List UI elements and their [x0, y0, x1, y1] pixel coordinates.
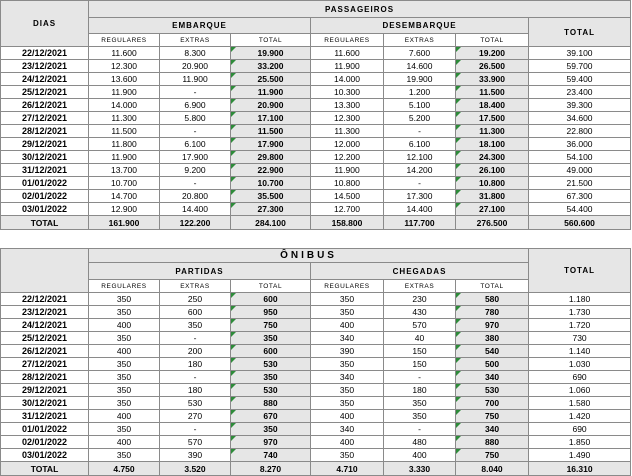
- col-header: EXTRAS: [384, 280, 456, 293]
- value-cell: 1.580: [529, 397, 631, 410]
- table-row: [1, 73, 631, 86]
- value-cell: 400: [89, 345, 160, 358]
- date-cell: 23/12/2021: [1, 60, 89, 73]
- value-cell: 1.180: [529, 293, 631, 306]
- value-cell: 350: [384, 410, 456, 423]
- value-cell: 18.100: [456, 138, 529, 151]
- passageiros-title: PASSAGEIROS: [89, 1, 631, 18]
- value-cell: 780: [456, 306, 529, 319]
- col-header: EXTRAS: [160, 280, 231, 293]
- date-cell: 28/12/2021: [1, 125, 89, 138]
- total-cell: 4.750: [89, 462, 160, 476]
- value-cell: 6.100: [384, 138, 456, 151]
- value-cell: 380: [456, 332, 529, 345]
- value-cell: -: [160, 125, 231, 138]
- value-cell: 13.700: [89, 164, 160, 177]
- date-cell: 26/12/2021: [1, 345, 89, 358]
- value-cell: 230: [384, 293, 456, 306]
- value-cell: 36.000: [529, 138, 631, 151]
- value-cell: 23.400: [529, 86, 631, 99]
- value-cell: 6.900: [160, 99, 231, 112]
- value-cell: 11.900: [160, 73, 231, 86]
- value-cell: -: [160, 177, 231, 190]
- desembarque-header: DESEMBARQUE: [311, 18, 529, 34]
- value-cell: 1.030: [529, 358, 631, 371]
- passageiros-total-header: TOTAL: [529, 18, 631, 47]
- value-cell: 400: [311, 436, 384, 449]
- value-cell: 12.200: [311, 151, 384, 164]
- total-cell: 3.330: [384, 462, 456, 476]
- value-cell: 26.100: [456, 164, 529, 177]
- value-cell: 14.500: [311, 190, 384, 203]
- table-row: [1, 203, 631, 216]
- value-cell: 390: [311, 345, 384, 358]
- value-cell: 11.300: [89, 112, 160, 125]
- col-header: EXTRAS: [160, 34, 231, 47]
- table-row: [1, 423, 631, 436]
- value-cell: 350: [384, 397, 456, 410]
- table-row: [1, 47, 631, 60]
- total-cell: 3.520: [160, 462, 231, 476]
- value-cell: 530: [456, 384, 529, 397]
- total-cell: 284.100: [231, 216, 311, 230]
- value-cell: 9.200: [160, 164, 231, 177]
- table-row: [1, 449, 631, 462]
- onibus-table: [0, 248, 631, 476]
- value-cell: -: [160, 423, 231, 436]
- passageiros-table: [0, 0, 631, 230]
- value-cell: 530: [231, 384, 311, 397]
- value-cell: 730: [529, 332, 631, 345]
- date-cell: 23/12/2021: [1, 306, 89, 319]
- value-cell: 54.400: [529, 203, 631, 216]
- total-cell: 276.500: [456, 216, 529, 230]
- value-cell: 11.600: [311, 47, 384, 60]
- value-cell: 400: [384, 449, 456, 462]
- value-cell: 150: [384, 358, 456, 371]
- value-cell: 34.600: [529, 112, 631, 125]
- value-cell: 690: [529, 371, 631, 384]
- date-cell: 27/12/2021: [1, 112, 89, 125]
- value-cell: 17.900: [160, 151, 231, 164]
- value-cell: 49.000: [529, 164, 631, 177]
- value-cell: 340: [311, 371, 384, 384]
- total-cell: 560.600: [529, 216, 631, 230]
- total-label: TOTAL: [1, 462, 89, 476]
- total-cell: 117.700: [384, 216, 456, 230]
- value-cell: 11.500: [456, 86, 529, 99]
- value-cell: 570: [384, 319, 456, 332]
- value-cell: 500: [456, 358, 529, 371]
- table-row: [1, 164, 631, 177]
- value-cell: 12.700: [311, 203, 384, 216]
- value-cell: 250: [160, 293, 231, 306]
- value-cell: 11.900: [89, 86, 160, 99]
- value-cell: 11.900: [89, 151, 160, 164]
- table-row: [1, 293, 631, 306]
- table-row: [1, 332, 631, 345]
- value-cell: 14.000: [89, 99, 160, 112]
- value-cell: 580: [456, 293, 529, 306]
- total-cell: 161.900: [89, 216, 160, 230]
- value-cell: 11.500: [231, 125, 311, 138]
- col-header: EXTRAS: [384, 34, 456, 47]
- value-cell: 19.900: [384, 73, 456, 86]
- col-header: REGULARES: [89, 280, 160, 293]
- value-cell: 350: [311, 306, 384, 319]
- value-cell: 24.300: [456, 151, 529, 164]
- date-cell: 01/01/2022: [1, 177, 89, 190]
- value-cell: 10.800: [456, 177, 529, 190]
- value-cell: 5.200: [384, 112, 456, 125]
- value-cell: 350: [89, 371, 160, 384]
- table-row: [1, 345, 631, 358]
- value-cell: 1.200: [384, 86, 456, 99]
- value-cell: 18.400: [456, 99, 529, 112]
- value-cell: 12.300: [311, 112, 384, 125]
- col-header: TOTAL: [231, 34, 311, 47]
- value-cell: 400: [311, 410, 384, 423]
- date-cell: 01/01/2022: [1, 423, 89, 436]
- value-cell: 350: [89, 423, 160, 436]
- value-cell: 29.800: [231, 151, 311, 164]
- value-cell: 350: [89, 293, 160, 306]
- value-cell: -: [384, 371, 456, 384]
- date-cell: 03/01/2022: [1, 449, 89, 462]
- value-cell: 350: [231, 371, 311, 384]
- value-cell: 480: [384, 436, 456, 449]
- date-cell: 25/12/2021: [1, 86, 89, 99]
- value-cell: 350: [160, 319, 231, 332]
- value-cell: 11.900: [311, 164, 384, 177]
- value-cell: 350: [89, 358, 160, 371]
- value-cell: 880: [456, 436, 529, 449]
- value-cell: 180: [160, 384, 231, 397]
- value-cell: 26.500: [456, 60, 529, 73]
- value-cell: 11.300: [311, 125, 384, 138]
- value-cell: 690: [529, 423, 631, 436]
- table-row: [1, 86, 631, 99]
- value-cell: 10.700: [231, 177, 311, 190]
- value-cell: 14.700: [89, 190, 160, 203]
- value-cell: 12.100: [384, 151, 456, 164]
- value-cell: 390: [160, 449, 231, 462]
- value-cell: -: [384, 125, 456, 138]
- value-cell: 350: [311, 384, 384, 397]
- value-cell: 11.900: [231, 86, 311, 99]
- value-cell: 750: [231, 319, 311, 332]
- value-cell: 350: [311, 397, 384, 410]
- value-cell: 350: [89, 306, 160, 319]
- partidas-header: PARTIDAS: [89, 263, 311, 280]
- value-cell: 40: [384, 332, 456, 345]
- value-cell: -: [384, 423, 456, 436]
- table-row: [1, 397, 631, 410]
- value-cell: 17.900: [231, 138, 311, 151]
- value-cell: 400: [89, 410, 160, 423]
- value-cell: 600: [160, 306, 231, 319]
- value-cell: -: [160, 86, 231, 99]
- value-cell: 750: [456, 410, 529, 423]
- date-cell: 31/12/2021: [1, 164, 89, 177]
- value-cell: 340: [456, 371, 529, 384]
- date-cell: 24/12/2021: [1, 319, 89, 332]
- value-cell: 10.300: [311, 86, 384, 99]
- table-row: [1, 306, 631, 319]
- value-cell: 350: [311, 449, 384, 462]
- total-cell: 16.310: [529, 462, 631, 476]
- date-cell: 25/12/2021: [1, 332, 89, 345]
- value-cell: 340: [311, 423, 384, 436]
- totals-row: [1, 216, 631, 230]
- date-cell: 31/12/2021: [1, 410, 89, 423]
- value-cell: 19.200: [456, 47, 529, 60]
- value-cell: 25.500: [231, 73, 311, 86]
- value-cell: 350: [231, 332, 311, 345]
- value-cell: 7.600: [384, 47, 456, 60]
- value-cell: 8.300: [160, 47, 231, 60]
- value-cell: 350: [231, 423, 311, 436]
- value-cell: 530: [160, 397, 231, 410]
- value-cell: 350: [89, 384, 160, 397]
- onibus-total-header: TOTAL: [529, 249, 631, 293]
- value-cell: 11.500: [89, 125, 160, 138]
- table-row: [1, 138, 631, 151]
- value-cell: 970: [456, 319, 529, 332]
- date-cell: 28/12/2021: [1, 371, 89, 384]
- value-cell: 340: [456, 423, 529, 436]
- value-cell: 350: [311, 293, 384, 306]
- value-cell: 350: [89, 397, 160, 410]
- date-cell: 26/12/2021: [1, 99, 89, 112]
- date-cell: 22/12/2021: [1, 293, 89, 306]
- chegadas-header: CHEGADAS: [311, 263, 529, 280]
- value-cell: 20.900: [231, 99, 311, 112]
- value-cell: 1.060: [529, 384, 631, 397]
- col-header: TOTAL: [456, 34, 529, 47]
- total-label: TOTAL: [1, 216, 89, 230]
- value-cell: 11.800: [89, 138, 160, 151]
- value-cell: 17.300: [384, 190, 456, 203]
- dias-header: DIAS: [1, 1, 89, 47]
- table-row: [1, 60, 631, 73]
- total-cell: 122.200: [160, 216, 231, 230]
- value-cell: 670: [231, 410, 311, 423]
- col-header: REGULARES: [311, 34, 384, 47]
- value-cell: 31.800: [456, 190, 529, 203]
- value-cell: 20.800: [160, 190, 231, 203]
- value-cell: -: [384, 177, 456, 190]
- value-cell: 600: [231, 345, 311, 358]
- value-cell: 1.730: [529, 306, 631, 319]
- value-cell: 13.600: [89, 73, 160, 86]
- value-cell: 11.600: [89, 47, 160, 60]
- value-cell: 14.200: [384, 164, 456, 177]
- onibus-title: ÔNIBUS: [89, 249, 529, 263]
- date-cell: 22/12/2021: [1, 47, 89, 60]
- value-cell: 19.900: [231, 47, 311, 60]
- table-row: [1, 99, 631, 112]
- table-row: [1, 371, 631, 384]
- value-cell: 570: [160, 436, 231, 449]
- table-row: [1, 436, 631, 449]
- value-cell: 270: [160, 410, 231, 423]
- date-cell: 30/12/2021: [1, 151, 89, 164]
- date-cell: 03/01/2022: [1, 203, 89, 216]
- value-cell: 740: [231, 449, 311, 462]
- value-cell: 54.100: [529, 151, 631, 164]
- col-header: REGULARES: [311, 280, 384, 293]
- total-cell: 158.800: [311, 216, 384, 230]
- date-cell: 02/01/2022: [1, 190, 89, 203]
- value-cell: 180: [384, 384, 456, 397]
- value-cell: 1.850: [529, 436, 631, 449]
- table-row: [1, 177, 631, 190]
- value-cell: 6.100: [160, 138, 231, 151]
- value-cell: 17.100: [231, 112, 311, 125]
- value-cell: -: [160, 332, 231, 345]
- value-cell: 14.400: [384, 203, 456, 216]
- value-cell: 59.700: [529, 60, 631, 73]
- value-cell: 970: [231, 436, 311, 449]
- table-row: [1, 125, 631, 138]
- value-cell: 400: [89, 436, 160, 449]
- value-cell: 14.400: [160, 203, 231, 216]
- value-cell: 33.200: [231, 60, 311, 73]
- value-cell: 350: [89, 449, 160, 462]
- total-cell: 8.040: [456, 462, 529, 476]
- value-cell: 35.500: [231, 190, 311, 203]
- value-cell: 1.720: [529, 319, 631, 332]
- value-cell: 180: [160, 358, 231, 371]
- value-cell: 12.300: [89, 60, 160, 73]
- value-cell: 59.400: [529, 73, 631, 86]
- value-cell: 12.000: [311, 138, 384, 151]
- value-cell: 150: [384, 345, 456, 358]
- value-cell: 540: [456, 345, 529, 358]
- col-header: REGULARES: [89, 34, 160, 47]
- total-cell: 8.270: [231, 462, 311, 476]
- value-cell: 33.900: [456, 73, 529, 86]
- table-row: [1, 358, 631, 371]
- value-cell: 12.900: [89, 203, 160, 216]
- embarque-header: EMBARQUE: [89, 18, 311, 34]
- value-cell: 13.300: [311, 99, 384, 112]
- date-cell: 02/01/2022: [1, 436, 89, 449]
- date-cell: 29/12/2021: [1, 138, 89, 151]
- total-cell: 4.710: [311, 462, 384, 476]
- value-cell: 340: [311, 332, 384, 345]
- value-cell: 530: [231, 358, 311, 371]
- date-cell: 24/12/2021: [1, 73, 89, 86]
- value-cell: 700: [456, 397, 529, 410]
- table-row: [1, 151, 631, 164]
- value-cell: 200: [160, 345, 231, 358]
- value-cell: 21.500: [529, 177, 631, 190]
- totals-row: [1, 462, 631, 476]
- value-cell: 5.100: [384, 99, 456, 112]
- value-cell: -: [160, 371, 231, 384]
- value-cell: 11.300: [456, 125, 529, 138]
- value-cell: 22.800: [529, 125, 631, 138]
- value-cell: 750: [456, 449, 529, 462]
- value-cell: 67.300: [529, 190, 631, 203]
- date-cell: 27/12/2021: [1, 358, 89, 371]
- value-cell: 950: [231, 306, 311, 319]
- col-header: TOTAL: [231, 280, 311, 293]
- value-cell: 1.420: [529, 410, 631, 423]
- value-cell: 39.300: [529, 99, 631, 112]
- table-row: [1, 384, 631, 397]
- value-cell: 20.900: [160, 60, 231, 73]
- value-cell: 1.140: [529, 345, 631, 358]
- col-header: TOTAL: [456, 280, 529, 293]
- value-cell: 22.900: [231, 164, 311, 177]
- value-cell: 11.900: [311, 60, 384, 73]
- value-cell: 14.600: [384, 60, 456, 73]
- value-cell: 400: [311, 319, 384, 332]
- date-cell: 29/12/2021: [1, 384, 89, 397]
- value-cell: 400: [89, 319, 160, 332]
- value-cell: 880: [231, 397, 311, 410]
- value-cell: 14.000: [311, 73, 384, 86]
- date-cell: 30/12/2021: [1, 397, 89, 410]
- table-row: [1, 112, 631, 125]
- value-cell: 27.300: [231, 203, 311, 216]
- value-cell: 350: [311, 358, 384, 371]
- table-row: [1, 190, 631, 203]
- value-cell: 600: [231, 293, 311, 306]
- value-cell: 10.800: [311, 177, 384, 190]
- value-cell: 430: [384, 306, 456, 319]
- table-row: [1, 410, 631, 423]
- value-cell: 39.100: [529, 47, 631, 60]
- value-cell: 350: [89, 332, 160, 345]
- value-cell: 5.800: [160, 112, 231, 125]
- onibus-corner: [1, 249, 89, 293]
- value-cell: 27.100: [456, 203, 529, 216]
- value-cell: 1.490: [529, 449, 631, 462]
- value-cell: 17.500: [456, 112, 529, 125]
- value-cell: 10.700: [89, 177, 160, 190]
- table-row: [1, 319, 631, 332]
